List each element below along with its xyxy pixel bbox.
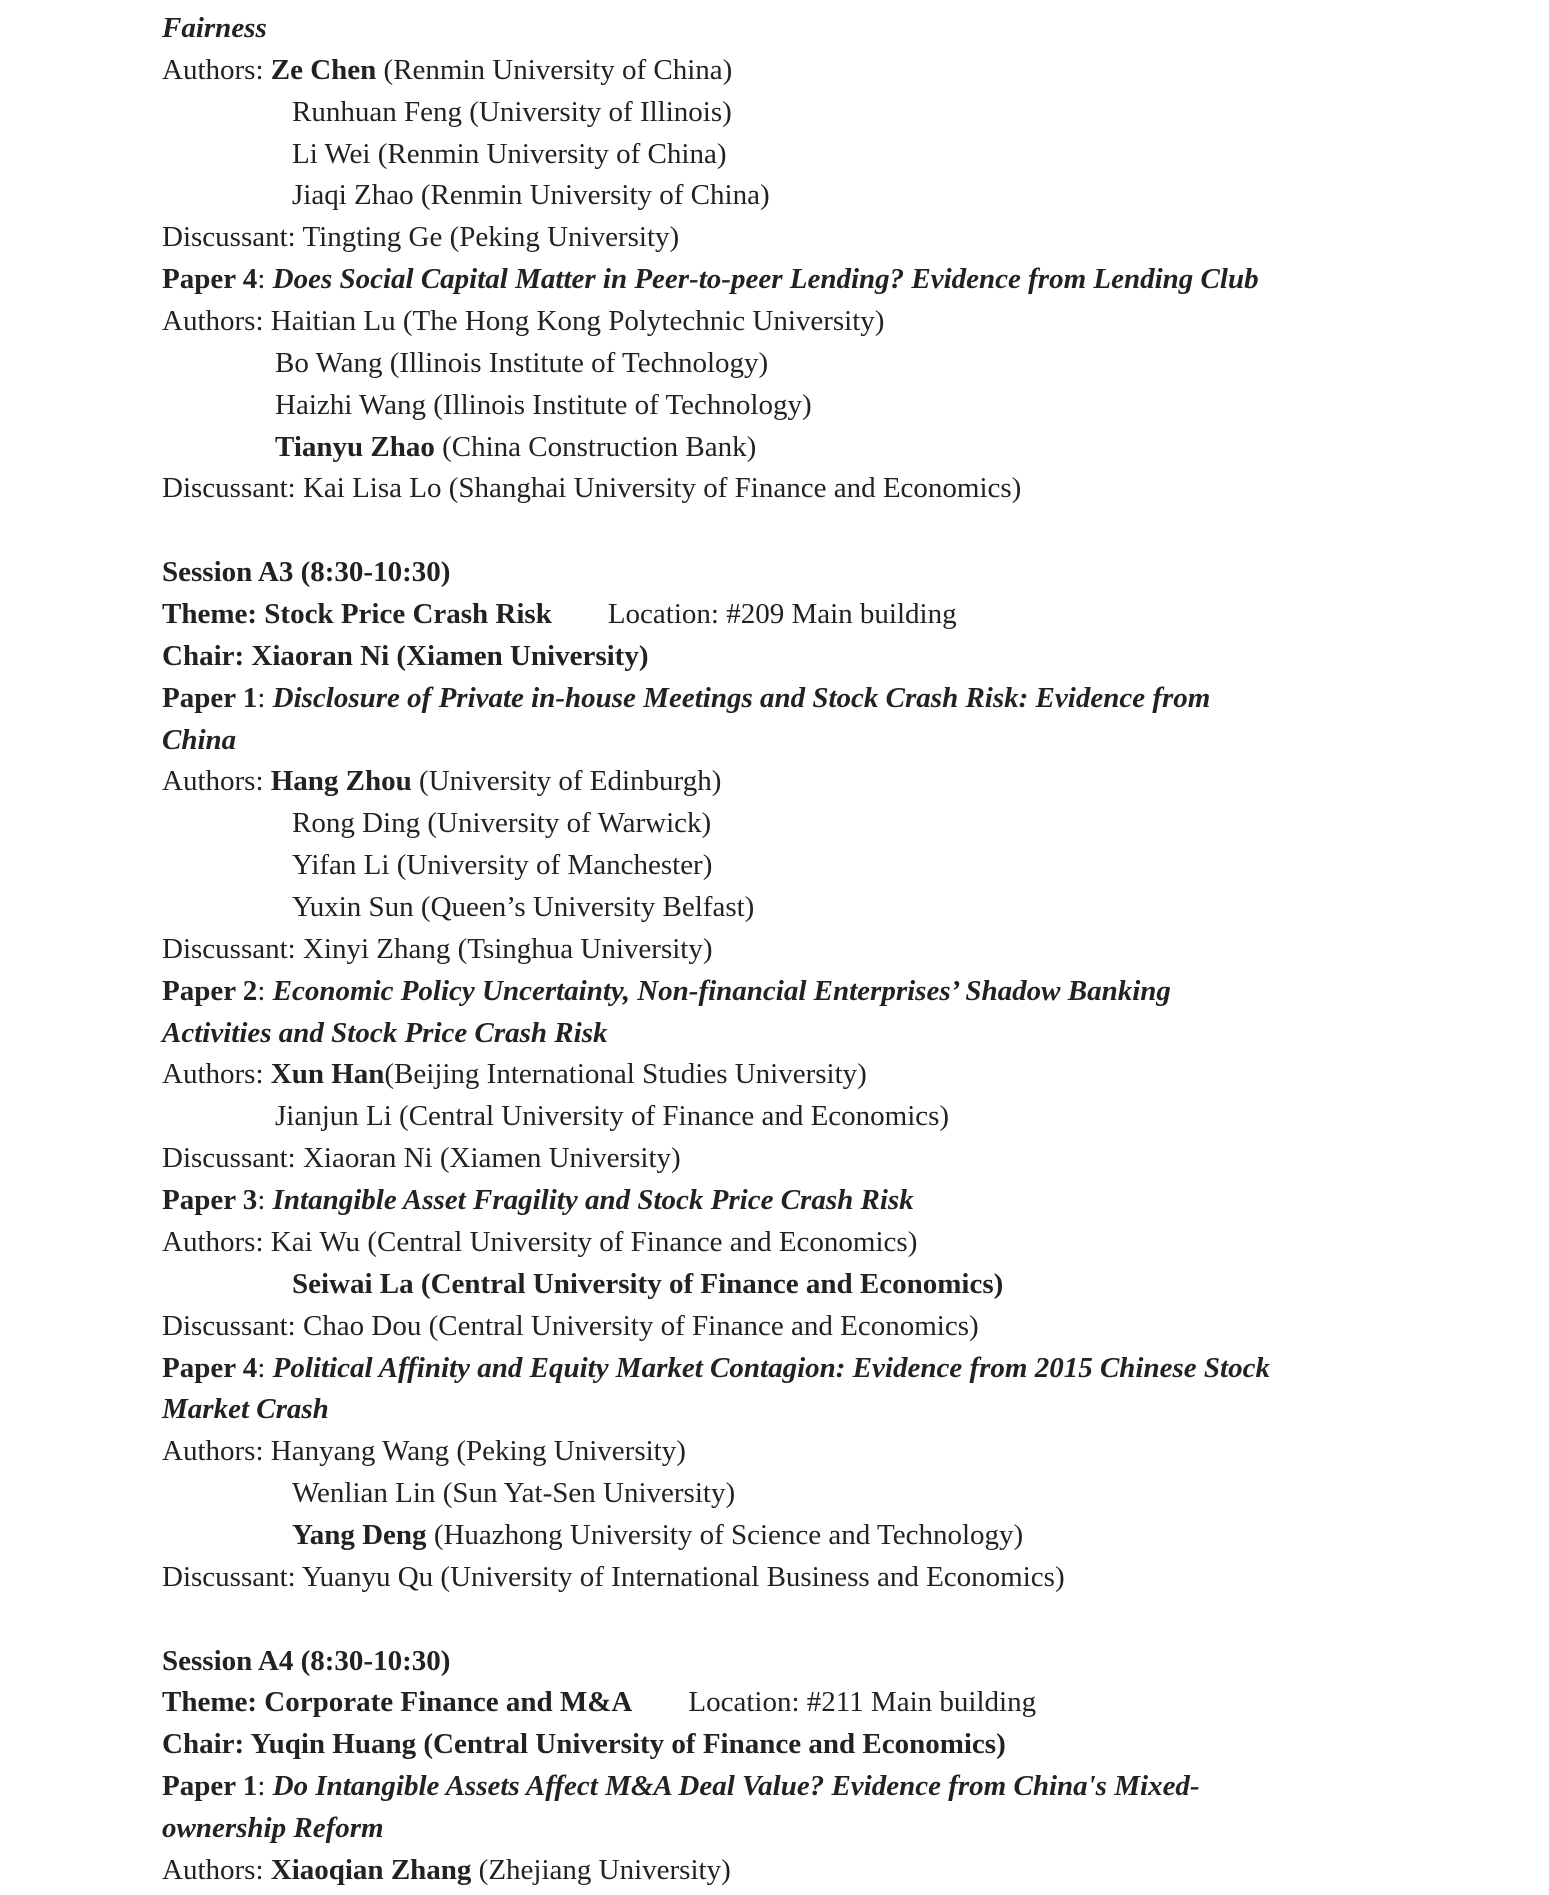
paper-title-line bbox=[162, 1348, 1422, 1390]
program-page bbox=[162, 8, 1422, 1892]
paper-label: Paper 4 bbox=[162, 1351, 258, 1384]
author-affiliation: (Illinois Institute of Technology) bbox=[382, 346, 769, 379]
author-line bbox=[162, 1096, 1422, 1138]
authors-label: Authors: bbox=[162, 305, 271, 338]
paper-title: Does Social Capital Matter in Peer-to-peer Lending? Evidence from Lending Club bbox=[272, 263, 1259, 296]
authors-line bbox=[162, 761, 1422, 803]
author-line bbox=[162, 92, 1422, 134]
theme-line bbox=[162, 594, 1422, 636]
paper-title-line bbox=[162, 1180, 1422, 1222]
author-affiliation: (Renmin University of China) bbox=[370, 137, 727, 170]
author-name: Yuxin Sun bbox=[292, 891, 414, 924]
author-affiliation: (Central University of Finance and Economics) bbox=[360, 1225, 918, 1258]
paper-colon: : bbox=[257, 1184, 273, 1217]
author-affiliation: (University of Edinburgh) bbox=[411, 765, 722, 798]
author-affiliation: (University of Warwick) bbox=[420, 807, 712, 840]
presenter-name: Xiaoqian Zhang bbox=[270, 1853, 472, 1886]
author-affiliation: (Zhejiang University) bbox=[471, 1853, 731, 1886]
paper-title-line bbox=[162, 259, 1422, 301]
session-theme: Theme: Corporate Finance and M&A bbox=[162, 1686, 633, 1719]
paper-label: Paper 1 bbox=[162, 681, 258, 714]
author-name: Yifan Li bbox=[292, 849, 390, 882]
author-line bbox=[162, 1264, 1422, 1306]
authors-line bbox=[162, 50, 1422, 92]
paper-title: Economic Policy Uncertainty, Non-financial Enterprises’ Shadow Banking bbox=[272, 974, 1171, 1007]
paper-title-line bbox=[162, 678, 1422, 720]
paper-colon: : bbox=[257, 681, 273, 714]
author-affiliation: (The Hong Kong Polytechnic University) bbox=[395, 305, 885, 338]
author-line bbox=[162, 887, 1422, 929]
author-affiliation: (China Construction Bank) bbox=[434, 430, 757, 463]
paper-colon: : bbox=[257, 1351, 273, 1384]
author-name: Haizhi Wang bbox=[275, 388, 426, 421]
paper-title-continuation: Activities and Stock Price Crash Risk bbox=[162, 1016, 608, 1049]
author-name: Wenlian Lin bbox=[292, 1477, 436, 1510]
author-affiliation: (University of Illinois) bbox=[461, 95, 732, 128]
author-line bbox=[162, 427, 1422, 469]
paper-title-line bbox=[162, 1766, 1422, 1808]
discussant-line: Discussant: Tingting Ge (Peking University) bbox=[162, 221, 680, 254]
session-chair: Chair: Xiaoran Ni (Xiamen University) bbox=[162, 639, 649, 672]
author-name: Runhuan Feng bbox=[292, 95, 462, 128]
session-location: Location: #209 Main building bbox=[607, 598, 957, 631]
paper-title-continuation: Market Crash bbox=[162, 1393, 329, 1426]
session-heading: Session A3 (8:30-10:30) bbox=[162, 556, 451, 589]
author-name: Jianjun Li bbox=[275, 1100, 392, 1133]
author-affiliation: (Illinois Institute of Technology) bbox=[425, 388, 812, 421]
paper-label: Paper 4 bbox=[162, 263, 258, 296]
author-line bbox=[162, 803, 1422, 845]
authors-label: Authors: bbox=[162, 765, 271, 798]
authors-line bbox=[162, 1850, 1422, 1892]
authors-label: Authors: bbox=[162, 1058, 271, 1091]
paper-title-continuation: ownership Reform bbox=[162, 1811, 384, 1844]
authors-label: Authors: bbox=[162, 1225, 271, 1258]
presenter-name: Seiwai La bbox=[292, 1267, 414, 1300]
spacer bbox=[162, 510, 1422, 552]
paper-colon: : bbox=[257, 974, 273, 1007]
paper-label: Paper 1 bbox=[162, 1770, 258, 1803]
paper-title: Political Affinity and Equity Market Contagion: Evidence from 2015 Chinese Stock bbox=[272, 1351, 1270, 1384]
author-name: Bo Wang bbox=[275, 346, 383, 379]
author-line bbox=[162, 385, 1422, 427]
author-name: Kai Wu bbox=[270, 1225, 361, 1258]
paper-colon: : bbox=[257, 263, 273, 296]
author-affiliation: (Peking University) bbox=[449, 1435, 686, 1468]
author-affiliation: (Huazhong University of Science and Technology) bbox=[426, 1518, 1024, 1551]
author-name: Li Wei bbox=[292, 137, 371, 170]
author-name: Jiaqi Zhao bbox=[292, 179, 414, 212]
presenter-name: Tianyu Zhao bbox=[275, 430, 435, 463]
discussant-line: Discussant: Chao Dou (Central University of Finance and Economics) bbox=[162, 1309, 979, 1342]
presenter-name: Xun Han bbox=[270, 1058, 385, 1091]
paper-title: Do Intangible Assets Affect M&A Deal Value? Evidence from China's Mixed- bbox=[272, 1770, 1200, 1803]
author-line bbox=[162, 175, 1422, 217]
authors-line bbox=[162, 1054, 1422, 1096]
author-line bbox=[162, 1473, 1422, 1515]
authors-line bbox=[162, 301, 1422, 343]
author-affiliation: (Central University of Finance and Economics) bbox=[391, 1100, 950, 1133]
author-affiliation: (Renmin University of China) bbox=[376, 53, 733, 86]
author-affiliation: (Central University of Finance and Economics) bbox=[413, 1267, 1004, 1300]
paper-label: Paper 3 bbox=[162, 1184, 258, 1217]
author-name: Hanyang Wang bbox=[270, 1435, 450, 1468]
session-chair: Chair: Yuqin Huang (Central University of Finance and Economics) bbox=[162, 1728, 1006, 1761]
author-affiliation: (Renmin University of China) bbox=[413, 179, 770, 212]
paper-title: Intangible Asset Fragility and Stock Price Crash Risk bbox=[272, 1184, 914, 1217]
session-location: Location: #211 Main building bbox=[688, 1686, 1037, 1719]
paper-title: Disclosure of Private in-house Meetings and Stock Crash Risk: Evidence from bbox=[272, 681, 1211, 714]
paper-colon: : bbox=[257, 1770, 273, 1803]
authors-line bbox=[162, 1222, 1422, 1264]
session-theme: Theme: Stock Price Crash Risk bbox=[162, 598, 552, 631]
author-affiliation: (Beijing International Studies University) bbox=[384, 1058, 867, 1091]
author-affiliation: (University of Manchester) bbox=[389, 849, 713, 882]
authors-label: Authors: bbox=[162, 53, 271, 86]
author-line bbox=[162, 845, 1422, 887]
author-affiliation: (Queen’s University Belfast) bbox=[413, 891, 755, 924]
presenter-name: Hang Zhou bbox=[270, 765, 412, 798]
authors-label: Authors: bbox=[162, 1435, 271, 1468]
author-affiliation: (Sun Yat-Sen University) bbox=[435, 1477, 736, 1510]
paper-title-line bbox=[162, 971, 1422, 1013]
discussant-line: Discussant: Xinyi Zhang (Tsinghua University) bbox=[162, 932, 713, 965]
presenter-name: Yang Deng bbox=[292, 1518, 427, 1551]
paper-title-continuation: China bbox=[162, 723, 237, 756]
paper-title-continuation: Fairness bbox=[162, 12, 267, 44]
discussant-line: Discussant: Yuanyu Qu (University of International Business and Economics) bbox=[162, 1560, 1065, 1593]
authors-label: Authors: bbox=[162, 1853, 271, 1886]
discussant-line: Discussant: Kai Lisa Lo (Shanghai University of Finance and Economics) bbox=[162, 472, 1022, 505]
spacer bbox=[162, 1599, 1422, 1641]
author-name: Haitian Lu bbox=[270, 305, 396, 338]
discussant-line: Discussant: Xiaoran Ni (Xiamen University) bbox=[162, 1142, 681, 1175]
author-line bbox=[162, 343, 1422, 385]
authors-line bbox=[162, 1431, 1422, 1473]
paper-label: Paper 2 bbox=[162, 974, 258, 1007]
presenter-name: Ze Chen bbox=[270, 53, 377, 86]
theme-line bbox=[162, 1682, 1422, 1724]
session-heading: Session A4 (8:30-10:30) bbox=[162, 1644, 451, 1677]
author-line bbox=[162, 1515, 1422, 1557]
author-line bbox=[162, 134, 1422, 176]
author-name: Rong Ding bbox=[292, 807, 421, 840]
